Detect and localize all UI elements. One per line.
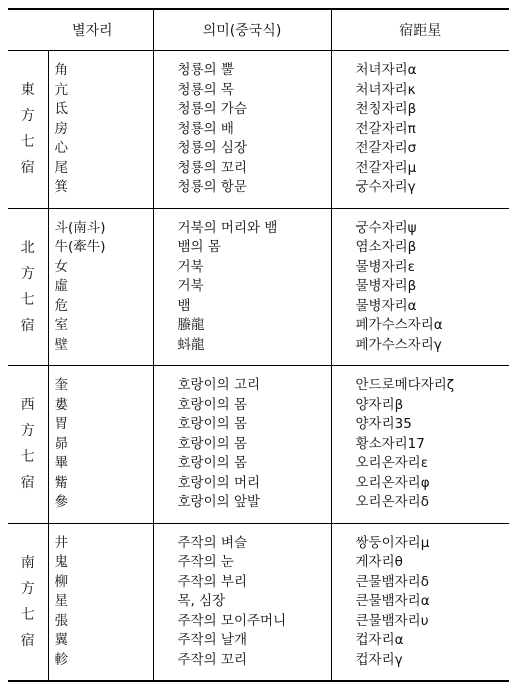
distance-star-text: 양자리β (355, 396, 404, 413)
group-name: 北方七宿 (20, 239, 35, 334)
meaning-text: 청룡의 심장 (177, 140, 248, 156)
constellation-name: 虛 (54, 278, 68, 294)
constellation-name: 氐 (54, 101, 68, 117)
group-name: 南方七宿 (20, 554, 35, 649)
distance-star-text: 큰물뱀자리δ (355, 573, 429, 590)
constellation-name: 井 (54, 534, 68, 551)
constellation-name: 鬼 (54, 554, 68, 570)
meaning-text: 호랑이의 앞발 (177, 494, 261, 510)
meaning-text: 청룡의 뿔 (177, 62, 234, 78)
constellation-name: 張 (54, 612, 68, 629)
meaning-text: 호랑이의 몸 (177, 396, 248, 413)
distance-star-text: 처녀자리κ (355, 81, 416, 98)
distance-star-cell (331, 51, 509, 209)
distance-star-cell (331, 523, 509, 681)
constellation-name: 柳 (54, 573, 68, 590)
distance-star-text: 천칭자리β (355, 101, 417, 117)
constellation-name: 胃 (54, 416, 68, 432)
constellation-name: 參 (54, 494, 68, 510)
constellation-cell (48, 208, 153, 366)
constellation-name: 壁 (54, 336, 68, 353)
constellation-name: 心 (54, 140, 68, 156)
distance-star-text: 처녀자리α (355, 62, 417, 78)
distance-star-text: 물병자리β (355, 278, 417, 294)
meaning-text: 주작의 꼬리 (177, 651, 248, 668)
distance-star-text: 오리온자리δ (355, 494, 429, 510)
constellation-name: 星 (54, 593, 68, 609)
distance-star-text: 큰물뱀자리υ (355, 612, 429, 629)
meaning-text: 螣龍 (177, 317, 205, 333)
meaning-text: 청룡의 목 (177, 81, 234, 98)
constellation-cell (48, 51, 153, 209)
distance-star-text: 페가수스자리γ (355, 336, 442, 353)
meaning-text: 주작의 벼슬 (177, 534, 248, 551)
distance-star-text: 쌍둥이자리μ (355, 534, 430, 551)
distance-star-text: 염소자리β (355, 239, 417, 255)
constellation-name: 軫 (54, 651, 68, 668)
distance-star-text: 물병자리ε (355, 258, 415, 275)
distance-star-text: 게자리θ (355, 554, 403, 570)
meaning-text: 호랑이의 머리 (177, 474, 261, 491)
distance-star-text: 전갈자리π (355, 120, 416, 137)
meaning-text: 청룡의 가슴 (177, 101, 248, 117)
distance-star-text: 황소자리17 (355, 435, 425, 452)
constellation-cell (48, 523, 153, 681)
table-row (8, 51, 509, 209)
meaning-text: 청룡의 항문 (177, 179, 248, 195)
meaning-cell (153, 51, 331, 209)
constellation-name: 室 (54, 317, 68, 333)
distance-star-text: 오리온자리ε (355, 455, 429, 471)
table-row (8, 208, 509, 366)
constellation-name: 尾 (54, 159, 68, 176)
distance-star-text: 전갈자리μ (355, 159, 417, 176)
constellation-name: 房 (54, 120, 68, 137)
table-header-row (8, 9, 509, 51)
meaning-text: 거북 (177, 278, 204, 294)
distance-star-text: 물병자리α (355, 297, 417, 314)
group-cell (8, 523, 48, 681)
distance-star-text: 안드로메다자리ζ (355, 377, 455, 393)
constellation-name: 斗(南斗) (54, 219, 106, 236)
group-name: 東方七宿 (20, 82, 35, 177)
constellation-name: 牛(牽牛) (54, 239, 106, 255)
meaning-text: 호랑이의 몸 (177, 416, 248, 432)
group-cell (8, 208, 48, 366)
distance-star-text: 궁수자리γ (355, 179, 416, 195)
header-constellation: 별자리 (8, 9, 153, 51)
table-row (8, 523, 509, 681)
meaning-text: 주작의 눈 (177, 554, 234, 570)
constellation-name: 角 (54, 62, 68, 78)
lunar-mansions-table (8, 8, 509, 682)
distance-star-cell (331, 366, 509, 524)
distance-star-text: 전갈자리σ (355, 140, 417, 156)
meaning-text: 뱀의 몸 (177, 239, 221, 255)
distance-star-text: 큰물뱀자리α (355, 593, 430, 609)
constellation-name: 奎 (54, 377, 68, 393)
group-cell (8, 366, 48, 524)
distance-star-text: 궁수자리ψ (355, 219, 417, 236)
constellation-name: 翼 (54, 632, 68, 648)
meaning-text: 목, 심장 (177, 593, 226, 609)
meaning-cell (153, 523, 331, 681)
meaning-text: 주작의 부리 (177, 573, 248, 590)
constellation-cell (48, 366, 153, 524)
meaning-text: 호랑이의 고리 (177, 377, 261, 393)
meaning-text: 호랑이의 몸 (177, 455, 248, 471)
meaning-text: 주작의 모이주머니 (177, 612, 287, 629)
constellation-name: 畢 (54, 455, 68, 471)
meaning-cell (153, 366, 331, 524)
constellation-name: 亢 (54, 81, 68, 98)
group-name: 西方七宿 (20, 397, 35, 492)
distance-star-text: 컵자리α (355, 632, 404, 648)
meaning-text: 청룡의 꼬리 (177, 159, 248, 176)
meaning-text: 거북 (177, 258, 204, 275)
meaning-text: 거북의 머리와 뱀 (177, 219, 278, 236)
constellation-name: 觜 (54, 474, 68, 491)
meaning-text: 蚪龍 (177, 336, 205, 353)
constellation-name: 昴 (54, 435, 68, 452)
constellation-name: 婁 (54, 396, 68, 413)
meaning-text: 청룡의 배 (177, 120, 234, 137)
meaning-text: 주작의 날개 (177, 632, 248, 648)
meaning-text: 호랑이의 몸 (177, 435, 248, 452)
meaning-text: 뱀 (177, 297, 191, 314)
distance-star-text: 컵자리γ (355, 651, 403, 668)
meaning-cell (153, 208, 331, 366)
constellation-name: 箕 (54, 179, 68, 195)
group-cell (8, 51, 48, 209)
distance-star-cell (331, 208, 509, 366)
header-meaning: 의미(중국식) (153, 9, 331, 51)
header-distance-star: 宿距星 (331, 9, 509, 51)
distance-star-text: 오리온자리φ (355, 474, 430, 491)
distance-star-text: 페가수스자리α (355, 317, 443, 333)
table-row (8, 366, 509, 524)
distance-star-text: 양자리35 (355, 416, 412, 432)
constellation-name: 女 (54, 258, 68, 275)
constellation-name: 危 (54, 297, 68, 314)
